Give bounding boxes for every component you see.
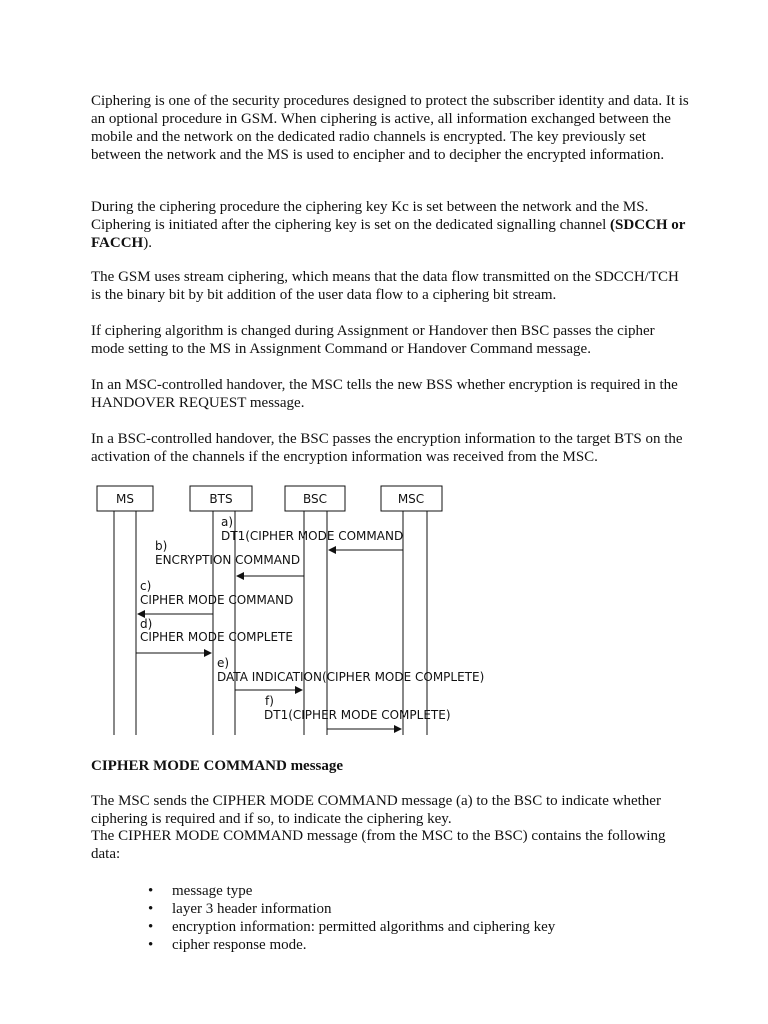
section-heading (91, 757, 691, 775)
message-step-c: c) (140, 579, 152, 593)
bold-channel-names: (SDCCH or FACCH (91, 217, 686, 251)
message-label-d: CIPHER MODE COMPLETE (140, 630, 293, 644)
message-step-e: e) (217, 656, 230, 670)
list-item-text: message type (172, 883, 253, 899)
paragraph-text: In a BSC-controlled handover, the BSC passes the encryption information to the target BTS on the activation of the channels if the encryption information was received from the MSC. (91, 431, 683, 465)
list-item (148, 882, 555, 900)
paragraph-message-contents (91, 827, 691, 863)
contents-bullet-list (148, 882, 555, 954)
paragraph-text: In an MSC-controlled handover, the MSC tells the new BSS whether encryption is required in the HANDOVER REQUEST message. (91, 377, 678, 411)
message-step-d: d) (140, 617, 153, 631)
paragraph-text: The CIPHER MODE COMMAND message (from the MSC to the BSC) contains the following data: (91, 828, 666, 862)
entity-box-ms (97, 486, 153, 511)
entity-label-bsc: BSC (302, 492, 328, 506)
entity-label-ms: MS (116, 492, 134, 506)
bullet-icon: • (148, 937, 154, 953)
paragraph-text: Ciphering is one of the security procedures designed to protect the subscriber identity and data. It is an optional procedure in GSM. When ciphering is active, all information exchanged between the mobile and the network on the dedicated radio channels is encrypted. The key previously set between the network and the MS is used to encipher and to decipher the encrypted information. (91, 93, 689, 163)
entity-box-msc (381, 486, 442, 511)
message-step-f: f) (265, 694, 274, 708)
list-item-text: layer 3 header information (172, 901, 332, 917)
message-step-a: a) (221, 515, 234, 529)
bullet-icon: • (148, 901, 154, 917)
paragraph-text: If ciphering algorithm is changed during Assignment or Handover then BSC passes the cipher mode setting to the MS in Assignment Command or Handover Command message. (91, 323, 655, 357)
list-item-text: encryption information: permitted algorithms and ciphering key (172, 919, 556, 935)
entity-box-bsc (285, 486, 345, 511)
paragraph-text: The GSM uses stream ciphering, which means that the data flow transmitted on the SDCCH/TCH is the binary bit by bit addition of the user data flow to a ciphering bit stream. (91, 269, 679, 303)
entity-label-msc: MSC (397, 492, 425, 506)
message-step-b: b) (155, 539, 168, 553)
message-label-e: DATA INDICATION(CIPHER MODE COMPLETE) (217, 670, 485, 684)
message-label-a: DT1(CIPHER MODE COMMAND (221, 529, 404, 543)
list-item (148, 918, 555, 936)
bullet-icon: • (148, 883, 154, 899)
list-item-text: cipher response mode. (172, 937, 307, 953)
message-label-c: CIPHER MODE COMMAND (140, 593, 294, 607)
entity-label-bts: BTS (209, 492, 233, 506)
bullet-icon: • (148, 919, 154, 935)
paragraph-text-end: ). (143, 235, 152, 251)
list-item (148, 900, 555, 918)
heading-text: CIPHER MODE COMMAND message (91, 758, 344, 774)
paragraph-text-part: During the ciphering procedure the ciphering key Kc is set between the network and the MS. Ciphering is initiated after the ciphering key is set on the dedicated signalling channel (91, 199, 649, 233)
paragraph-text: The MSC sends the CIPHER MODE COMMAND message (a) to the BSC to indicate whether ciphering is required and if so, to indicate the ciphering key. (91, 793, 661, 827)
message-label-f: DT1(CIPHER MODE COMPLETE) (264, 708, 451, 722)
list-item (148, 936, 555, 954)
paragraph-msc-sends (91, 792, 691, 828)
entity-box-bts (190, 486, 252, 511)
message-label-b: ENCRYPTION COMMAND (155, 553, 301, 567)
